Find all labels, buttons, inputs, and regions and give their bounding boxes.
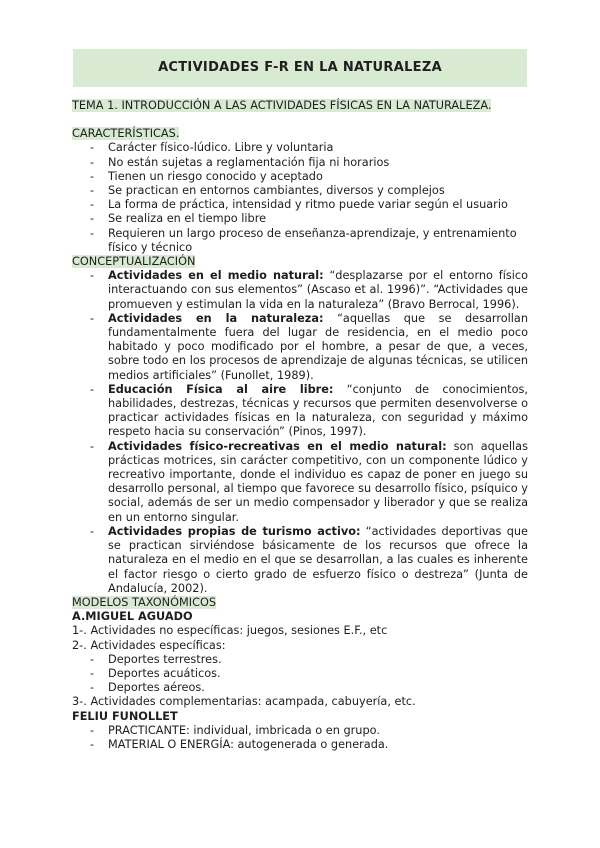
list-item: - Requieren un largo proceso de enseñanza-aprendizaje, y entrenamiento físico y técnico <box>72 227 528 255</box>
topic-heading-text: TEMA 1. INTRODUCCIÓN A LAS ACTIVIDADES FÍSICAS EN LA NATURALEZA. <box>72 99 492 112</box>
aguado-line-1: 1-. Actividades no específicas: juegos, sesiones E.F., etc <box>72 624 388 638</box>
author-funollet: FELIU FUNOLLET <box>72 709 178 723</box>
section-caracteristicas-heading: CARACTERÍSTICAS. <box>72 127 180 141</box>
list-item: - Carácter físico-lúdico. Libre y voluntaria <box>72 141 528 155</box>
definition-term: Actividades físico-recreativas en el medio natural: <box>108 439 447 453</box>
section-modelos-heading: MODELOS TAXONÓMICOS <box>72 595 217 609</box>
aguado-line-2: 2-. Actividades específicas: <box>72 638 226 652</box>
definition-term: Actividades en el medio natural: <box>108 269 324 283</box>
aguado-line-3: 3-. Actividades complementarias: acampada, cabuyería, etc. <box>72 695 416 709</box>
funollet-list <box>72 724 528 752</box>
list-item: - Deportes terrestres. <box>72 653 528 667</box>
definition-text: son aquellas prácticas motrices, sin carácter competitivo, con un componente lúdico y recreativo importante, donde el individuo es capaz de poner en juego su desarrollo personal, al tiempo que favorece su desarrollo físico, psíquico y social, además de ser un medio compensador y liberador y que se realiza en un entorno singular. <box>108 439 528 524</box>
document-title: ACTIVIDADES F-R EN LA NATURALEZA <box>73 49 527 87</box>
caracteristicas-list <box>72 141 528 255</box>
list-item: - La forma de práctica, intensidad y ritmo puede variar según el usuario <box>72 198 528 212</box>
aguado-list <box>72 653 528 696</box>
list-item: - Tienen un riesgo conocido y aceptado <box>72 170 528 184</box>
definition-text: “desplazarse por el entorno físico interactuando con sus elementos” (Ascaso et al. 1996)”. “Actividades que promueven y estimulan la vida en la naturaleza” (Bravo Berrocal, 1996). <box>108 269 528 311</box>
document-content <box>72 99 528 752</box>
list-item: - PRACTICANTE: individual, imbricada o en grupo. <box>72 724 528 738</box>
definition-item <box>72 440 528 525</box>
definition-item <box>72 312 528 383</box>
definition-term: Educación Física al aire libre: <box>108 382 334 396</box>
list-item: - Deportes acuáticos. <box>72 667 528 681</box>
conceptualizacion-list <box>72 269 528 596</box>
list-item: - Deportes aéreos. <box>72 681 528 695</box>
definition-term: Actividades en la naturaleza: <box>108 311 324 325</box>
list-item: - No están sujetas a reglamentación fija ni horarios <box>72 156 528 170</box>
list-item: - Se realiza en el tiempo libre <box>72 212 528 226</box>
author-aguado: A.MIGUEL AGUADO <box>72 610 193 624</box>
definition-item <box>72 269 528 312</box>
list-item: - MATERIAL O ENERGÍA: autogenerada o generada. <box>72 738 528 752</box>
topic-heading <box>72 99 528 113</box>
definition-item <box>72 525 528 596</box>
definition-text: “conjunto de conocimientos, habilidades, destrezas, técnicas y recursos que permiten desenvolverse o practicar actividades físicas en la naturaleza, con seguridad y máximo respeto hacia su conservación” (Pinos, 1997). <box>108 382 528 439</box>
definition-text: “aquellas que se desarrollan fundamentalmente fuera del lugar de residencia, en el medio poco habitado y poco modificado por el hombre, a pesar de que, a veces, sobre todo en los procesos de aprendizaje de algunas técnicas, se utilicen medios artificiales” (Funollet, 1989). <box>108 311 528 382</box>
definition-text: “actividades deportivas que se practican sirviéndose básicamente de los recursos que ofrece la naturaleza en el medio en el que se desarrollan, a las cuales es inherente el factor riesgo o cierto grado de esfuerzo físico o destreza” (Junta de Andalucía, 2002). <box>108 524 528 595</box>
definition-item <box>72 383 528 440</box>
list-item: - Se practican en entornos cambiantes, diversos y complejos <box>72 184 528 198</box>
section-conceptualizacion-heading: CONCEPTUALIZACIÓN <box>72 255 196 269</box>
definition-term: Actividades propias de turismo activo: <box>108 524 361 538</box>
